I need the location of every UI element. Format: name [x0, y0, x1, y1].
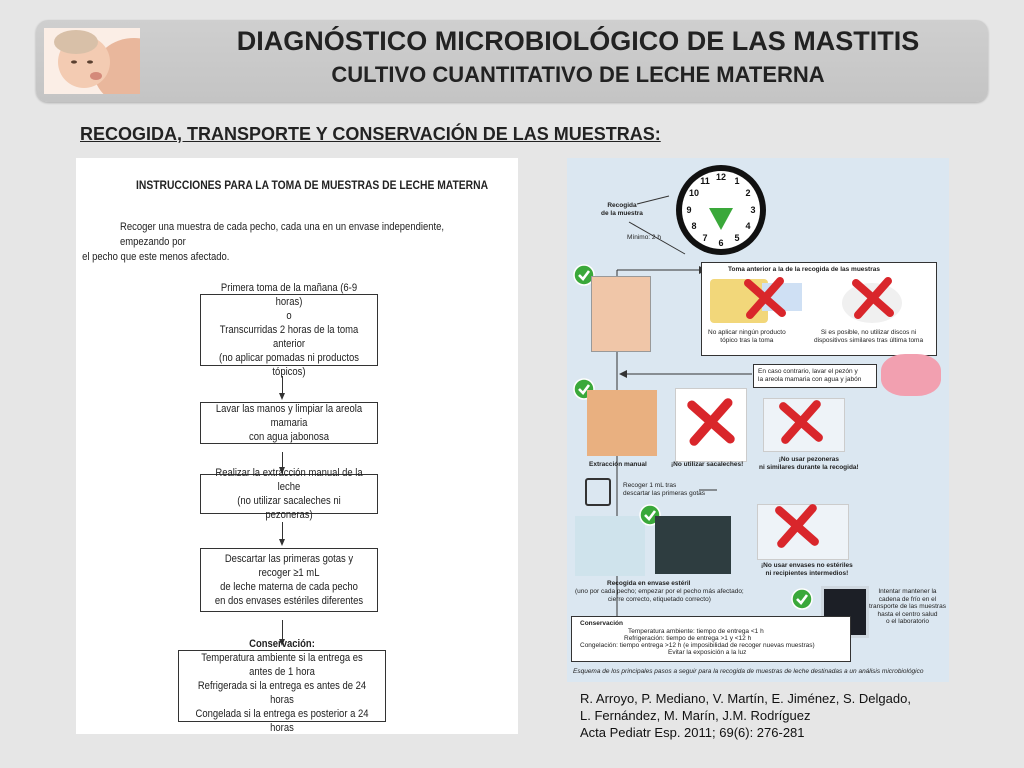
sterile-containers-image	[655, 516, 731, 574]
manual-extraction-image	[587, 390, 657, 456]
step-box-1	[200, 282, 378, 378]
no-sacaleches-label: ¡No utilizar sacaleches!	[671, 461, 744, 468]
step-4-line: de leche materna de cada pecho	[220, 581, 358, 593]
toma-anterior-label: Toma anterior a la de la recogida de las muestras	[728, 266, 880, 273]
step-1-line: Transcurridas 2 horas de la toma anterior	[219, 324, 359, 350]
conservacion-line: Temperatura ambiente: tiempo de entrega <1 h	[628, 628, 764, 635]
envase-label: Recogida en envase estéril	[607, 580, 691, 587]
baby-image	[44, 28, 140, 94]
check-icon	[791, 588, 813, 610]
no-pezoneras-label: ¡No usar pezoneras ni similares durante la recogida!	[759, 456, 859, 471]
step-1-line: Primera toma de la mañana (6-9 horas)	[220, 282, 358, 308]
clock-number: 6	[718, 238, 724, 248]
step-2-line: con agua jabonosa	[249, 431, 329, 443]
envase-detail-label: (uno por cada pecho; empezar por el pecho más afectado; cierre correcto, etiquetado correcto)	[575, 588, 744, 603]
en-caso-panel	[753, 364, 877, 388]
step-5-line: Temperatura ambiente si la entrega es antes de 1 hora	[201, 652, 363, 678]
toma-anterior-panel	[701, 262, 937, 356]
instructions-intro	[82, 220, 481, 265]
flow-arrow	[282, 522, 283, 544]
citation-line: R. Arroyo, P. Mediano, V. Martín, E. Jiménez, S. Delgado,	[580, 691, 911, 706]
step-5-line: Conservación:	[249, 638, 315, 650]
clock-number: 4	[745, 221, 751, 231]
clock-number: 7	[702, 233, 708, 243]
clock-number: 12	[715, 172, 727, 182]
step-4-line: Descartar las primeras gotas y recoger ≥1 mL	[224, 553, 354, 579]
conservacion-title: Conservación	[580, 620, 623, 627]
no-envases-label: ¡No usar envases no estériles ni recipientes intermedios!	[761, 562, 853, 577]
conservacion-line: Congelación: tiempo entrega >12 h (e imposibilidad de recoger nuevas muestras)	[580, 642, 815, 649]
sterile-tubes-image	[575, 516, 645, 576]
nipple-image	[881, 354, 941, 396]
cross-icon	[685, 396, 737, 448]
no-aplicar-label: No aplicar ningún producto tópico tras la toma	[708, 329, 786, 344]
title-banner	[36, 20, 988, 102]
clock-number: 10	[688, 188, 700, 198]
instructions-document	[76, 158, 518, 734]
recogida-label: Recogida de la muestra	[601, 202, 643, 217]
citation-line: Acta Pediatr Esp. 2011; 69(6): 276-281	[580, 725, 805, 740]
clock-number: 3	[750, 205, 756, 215]
subtitle: CULTIVO CUANTITATIVO DE LECHE MATERNA	[331, 62, 825, 87]
cross-icon	[850, 275, 896, 321]
extraccion-label: Extracción manual	[589, 461, 647, 468]
cross-icon	[773, 502, 821, 550]
citation-line: L. Fernández, M. Marín, J.M. Rodríguez	[580, 708, 811, 723]
step-3-line: (no utilizar sacaleches ni pezoneras)	[237, 495, 341, 521]
instructions-title: INSTRUCCIONES PARA LA TOMA DE MUESTRAS DE LECHE MATERNA	[136, 178, 489, 192]
diagram-caption: Esquema de los principales pasos a seguir para la recogida de muestras de leche destinadas a un análisis microbiológico	[573, 668, 924, 675]
step-4-line: en dos envases estériles diferentes	[214, 595, 364, 607]
conservacion-line: Refrigeración: tiempo de entrega >1 y <12 h	[624, 635, 752, 642]
washing-hands-image	[591, 276, 651, 352]
step-5-line: Refrigerada si la entrega es antes de 24 horas	[197, 680, 367, 706]
cross-icon	[742, 275, 788, 321]
step-1-line: (no aplicar pomadas ni productos tópicos)	[219, 352, 359, 378]
section-heading: RECOGIDA, TRANSPORTE Y CONSERVACIÓN DE LAS MUESTRAS:	[80, 124, 661, 144]
step-1-line: o	[286, 310, 292, 322]
clock-number: 5	[734, 233, 740, 243]
sample-drop-icon	[585, 478, 611, 506]
flow-arrow	[282, 376, 283, 398]
conservacion-panel	[571, 616, 851, 662]
clock-number: 9	[686, 205, 692, 215]
sampling-diagram	[567, 158, 949, 682]
conservacion-line: Evitar la exposición a la luz	[668, 649, 747, 656]
cross-icon	[777, 398, 825, 446]
cadena-label: Intentar mantener la cadena de frío en el transporte de las muestras hasta el centro salud o el laboratorio	[869, 588, 946, 625]
step-box-3	[200, 467, 378, 521]
clock-number: 11	[700, 176, 710, 186]
step-box-4	[200, 548, 378, 612]
clock-number: 1	[734, 176, 740, 186]
en-caso-label: En caso contrario, lavar el pezón y la areola mamaria con agua y jabón	[758, 368, 862, 383]
main-title: DIAGNÓSTICO MICROBIOLÓGICO DE LAS MASTITIS	[236, 26, 920, 56]
step-5-line: Congelada si la entrega es posterior a 24 horas	[195, 708, 369, 734]
step-box-5	[178, 638, 386, 734]
clock-number: 8	[691, 221, 697, 231]
minimo-label: Mínimo: 2 h	[627, 234, 661, 241]
citation	[580, 690, 911, 741]
step-3-line: Realizar la extracción manual de la leche	[215, 467, 363, 493]
intro-line-2: el pecho que este menos afectado.	[82, 251, 230, 263]
intro-line-1: Recoger una muestra de cada pecho, cada una en un envase independiente, empezando por	[120, 221, 444, 248]
recoger-label: Recoger 1 mL tras descartar las primeras gotas	[623, 482, 706, 497]
si-es-posible-label: Si es posible, no utilizar discos ni dispositivos similares tras última toma	[814, 329, 924, 344]
clock-number: 2	[745, 188, 751, 198]
step-box-2	[200, 402, 378, 444]
step-2-line: Lavar las manos y limpiar la areola mamaria	[215, 403, 363, 429]
